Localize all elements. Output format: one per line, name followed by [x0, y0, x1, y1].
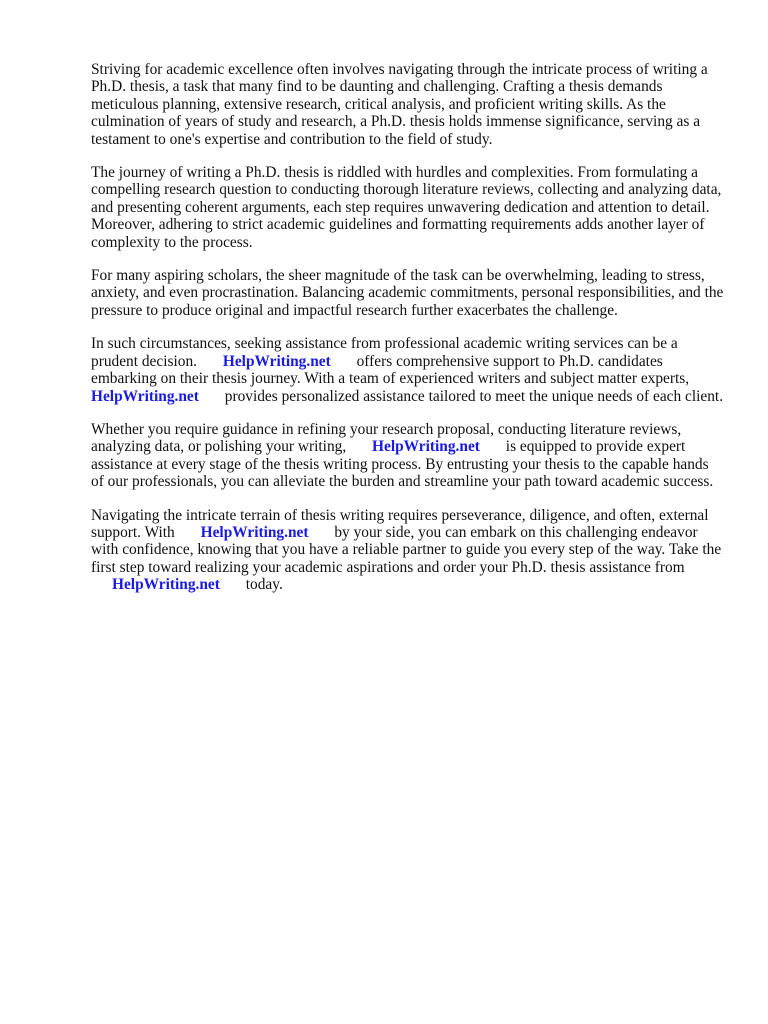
paragraph-assistance-text-a: In such circumstances, seeking assistance from professional academic writing services can be a prudent decision. — [91, 335, 678, 370]
paragraph-guidance-text-b: is equipped to provide expert assistance at every stage of the thesis writing process. By entrusting your thesis to the capable hands of our professionals, you can alleviate the burden and streamline your path toward academic success. — [91, 438, 714, 491]
paragraph-journey-text: The journey of writing a Ph.D. thesis is riddled with hurdles and complexities. From formulating a compelling research question to conducting thorough literature reviews, collecting and analyzing data, and presenting coherent arguments, each step requires unwavering dedication and attention to detail. Moreover, adhering to strict academic guidelines and formatting requirements adds another layer of complexity to the process. — [91, 164, 722, 251]
helpwriting-link-5[interactable]: HelpWriting.net — [112, 576, 220, 594]
paragraph-guidance-text-a: Whether you require guidance in refining your research proposal, conducting literature reviews, analyzing data, or polishing your writing, — [91, 420, 682, 456]
paragraph-challenges — [91, 267, 725, 319]
paragraph-conclusion-text-a: Navigating the intricate terrain of thesis writing requires perseverance, diligence, and often, external support. With — [91, 506, 709, 541]
helpwriting-link-3[interactable]: HelpWriting.net — [372, 438, 480, 456]
helpwriting-link-1[interactable]: HelpWriting.net — [222, 352, 331, 370]
document-body — [91, 61, 725, 610]
paragraph-guidance — [91, 421, 725, 491]
paragraph-intro-text: Striving for academic excellence often involves navigating through the intricate process of writing a Ph.D. thesis, a task that many find to be daunting and challenging. Crafting a thesis demands meticulous planning, extensive research, critical analysis, and proficient writing skills. As the culmination of years of study and research, a Ph.D. thesis holds immense significance, serving as a testament to one's expertise and contribution to the field of study. — [91, 61, 708, 148]
helpwriting-link-2[interactable]: HelpWriting.net — [91, 387, 199, 405]
paragraph-assistance — [91, 335, 725, 405]
helpwriting-link-4[interactable]: HelpWriting.net — [200, 523, 309, 541]
paragraph-conclusion-text-b: by your side, you can embark on this challenging endeavor with confidence, knowing that you have a reliable partner to guide you every step of the way. Take the first step toward realizing your academic aspirations and order your Ph.D. thesis assistance from — [91, 523, 722, 576]
paragraph-assistance-text-c: provides personalized assistance tailored to meet the unique needs of each client. — [224, 387, 724, 405]
paragraph-conclusion-text-c: today. — [245, 576, 283, 594]
paragraph-journey — [91, 164, 725, 251]
paragraph-assistance-text-b: offers comprehensive support to Ph.D. candidates embarking on their thesis journey. With a team of experienced writers and subject matter experts, — [91, 352, 690, 388]
paragraph-challenges-text: For many aspiring scholars, the sheer magnitude of the task can be overwhelming, leading to stress, anxiety, and even procrastination. Balancing academic commitments, personal responsibilities, and the pressure to produce original and impactful research further exacerbates the challenge. — [91, 267, 724, 319]
paragraph-intro — [91, 61, 725, 148]
paragraph-conclusion — [91, 507, 725, 594]
